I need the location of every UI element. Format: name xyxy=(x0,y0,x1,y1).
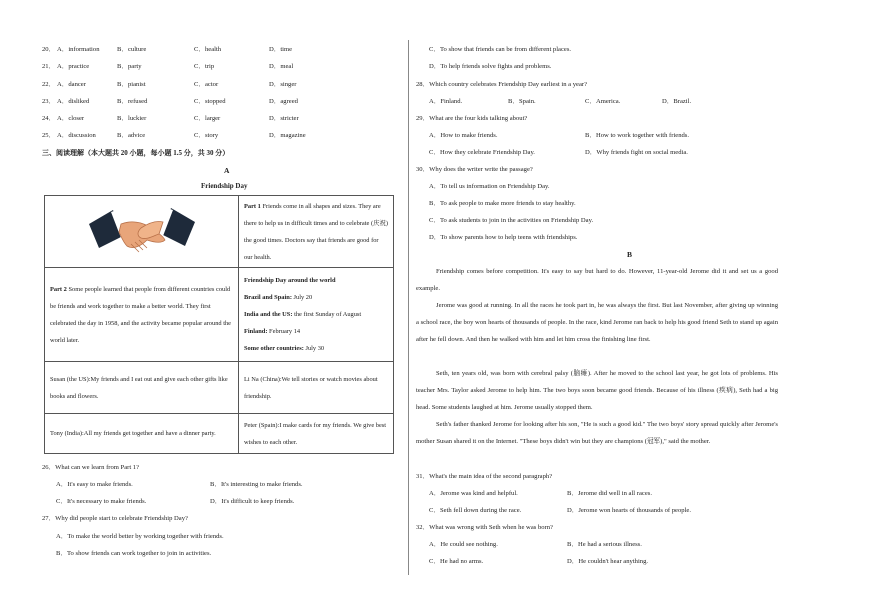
option-a: A．dancer xyxy=(57,81,86,88)
left-column xyxy=(0,0,408,615)
choice-a[interactable]: A．To make the world better by working together with friends. xyxy=(56,533,224,540)
question-stem: 31．What's the main idea of the second paragraph? xyxy=(416,473,553,480)
around-item: Brazil and Spain: July 20 xyxy=(244,294,313,301)
option-a: A．closer xyxy=(57,115,85,122)
around-title: Friendship Day around the world xyxy=(244,277,336,284)
option-c: C．larger xyxy=(194,115,221,122)
option-d: D．stricter xyxy=(269,115,299,122)
choice-a[interactable]: A．Finland. xyxy=(429,98,463,105)
option-c: C．health xyxy=(194,46,222,53)
handshake-cell xyxy=(45,196,239,268)
choice-c[interactable]: C．How they celebrate Friendship Day. xyxy=(429,149,535,156)
option-b: B．culture xyxy=(117,46,147,53)
option-c: C．stopped xyxy=(194,98,226,105)
choice-d[interactable]: D．Jerome won hearts of thousands of people. xyxy=(567,507,691,514)
around-item: India and the US: the first Sunday of August xyxy=(244,311,362,318)
paragraph: Jerome was good at running. In all the races he took part in, he was always the first. But last November, after giving up winning a school race, the boy won hearts of thousands of people. In the race, kind Jerome ran back to help his good friend Seth to stand up again after he fell down. And then he walked with him and let him cross the finishing line first. xyxy=(416,302,778,343)
friendship-table xyxy=(44,195,394,454)
option-b: B．party xyxy=(117,63,142,70)
option-a: A．discussion xyxy=(57,132,96,139)
quote-cell: Susan (the US):My friends and I eat out and give each other gifts like books and flowers. xyxy=(45,362,239,414)
passage-letter: B xyxy=(627,250,633,259)
passage-title: Friendship Day xyxy=(201,182,248,190)
question-stem: 28．Which country celebrates Friendship Day earliest in a year? xyxy=(416,81,588,88)
right-column xyxy=(412,0,870,615)
choice-b[interactable]: B．To show friends can work together to join in activities. xyxy=(56,550,212,557)
choice-a[interactable]: A．How to make friends. xyxy=(429,132,498,139)
choice-c[interactable]: C．He had no arms. xyxy=(429,558,484,565)
around-world-cell xyxy=(239,268,394,362)
choice-b[interactable]: B．Jerome did well in all races. xyxy=(567,490,652,497)
part2-body: Some people learned that people from different countries could be friends and work together to make a better world. They first celebrated the day in 1958, and the activity became popular around the world later. xyxy=(50,285,231,344)
option-b: B．refused xyxy=(117,98,148,105)
choice-c[interactable]: C．To ask students to join in the activities on Friendship Day. xyxy=(429,217,594,224)
question-stem: 27．Why did people start to celebrate Friendship Day? xyxy=(42,515,188,522)
choice-b[interactable]: B．It's interesting to make friends. xyxy=(210,481,303,488)
option-c: C．actor xyxy=(194,81,219,88)
option-b: B．advice xyxy=(117,132,146,139)
choice-d[interactable]: D．Why friends fight on social media. xyxy=(585,149,688,156)
question-stem: 32．What was wrong with Seth when he was born? xyxy=(416,524,553,531)
part2-lead: Part 2 xyxy=(50,285,67,293)
choice-c[interactable]: C．To show that friends can be from different places. xyxy=(429,46,572,53)
option-num: 20． xyxy=(42,46,56,53)
choice-d[interactable]: D．To help friends solve fights and problems. xyxy=(429,63,552,70)
option-c: C．trip xyxy=(194,63,215,70)
option-num: 24． xyxy=(42,115,56,122)
part1-body: Friends come in all shapes and sizes. They are there to help us in difficult times and to celebrate (庆祝) the good times. Doctors say that friends are good for our health. xyxy=(244,202,388,261)
choice-d[interactable]: D．To show parents how to help teens with friendships. xyxy=(429,234,578,241)
column-divider xyxy=(408,40,409,575)
option-b: B．luckier xyxy=(117,115,147,122)
option-num: 22． xyxy=(42,81,56,88)
question-stem: 26．What can we learn from Part 1? xyxy=(42,464,140,471)
option-d: D．singer xyxy=(269,81,297,88)
choice-d[interactable]: D．He couldn't hear anything. xyxy=(567,558,649,565)
choice-a[interactable]: A．He could see nothing. xyxy=(429,541,498,548)
around-item: Some other countries: July 30 xyxy=(244,345,325,352)
choice-c[interactable]: C．America. xyxy=(585,98,621,105)
around-item: Finland: February 14 xyxy=(244,328,301,335)
option-d: D．time xyxy=(269,46,293,53)
option-d: D．agreed xyxy=(269,98,298,105)
choice-a[interactable]: A．Jerome was kind and helpful. xyxy=(429,490,518,497)
option-d: D．meal xyxy=(269,63,294,70)
part1-cell xyxy=(239,196,394,268)
option-a: A．practice xyxy=(57,63,90,70)
choice-c[interactable]: C．It's necessary to make friends. xyxy=(56,498,147,505)
quote-cell: Peter (Spain):I make cards for my friends. We give best wishes to each other. xyxy=(239,414,394,454)
choice-a[interactable]: A．It's easy to make friends. xyxy=(56,481,133,488)
part2-cell xyxy=(45,268,239,362)
question-stem: 30．Why does the writer write the passage? xyxy=(416,166,533,173)
choice-c[interactable]: C．Seth fell down during the race. xyxy=(429,507,522,514)
choice-d[interactable]: D．It's difficult to keep friends. xyxy=(210,498,295,505)
option-num: 25． xyxy=(42,132,56,139)
paragraph: Seth's father thanked Jerome for looking after his son, "He is such a good kid." The two boys' story spread quickly after Jerome's mother Susan shared it on the Internet. "These boys didn't win but they are champions (冠军)," said the mother. xyxy=(416,421,778,445)
choice-b[interactable]: B．He had a serious illness. xyxy=(567,541,642,548)
handshake-icon xyxy=(87,206,197,258)
quote-cell: Li Na (China):We tell stories or watch movies about friendship. xyxy=(239,362,394,414)
passage-letter: A xyxy=(224,166,230,175)
quote-cell: Tony (India):All my friends get together and have a dinner party. xyxy=(45,414,239,454)
option-b: B．pianist xyxy=(117,81,146,88)
question-stem: 29．What are the four kids talking about? xyxy=(416,115,528,122)
option-a: A．information xyxy=(57,46,100,53)
option-num: 21． xyxy=(42,63,56,70)
option-c: C．story xyxy=(194,132,219,139)
choice-b[interactable]: B．How to work together with friends. xyxy=(585,132,690,139)
section-heading: 三、阅读理解（本大题共 20 小题，每小题 1.5 分，共 30 分） xyxy=(42,149,230,157)
choice-b[interactable]: B．To ask people to make more friends to stay healthy. xyxy=(429,200,576,207)
choice-a[interactable]: A．To tell us information on Friendship Day. xyxy=(429,183,550,190)
choice-d[interactable]: D．Brazil. xyxy=(662,98,692,105)
choice-b[interactable]: B．Spain. xyxy=(508,98,536,105)
option-a: A．disliked xyxy=(57,98,90,105)
option-d: D．magazine xyxy=(269,132,306,139)
option-num: 23． xyxy=(42,98,56,105)
part1-lead: Part 1 xyxy=(244,202,261,210)
paragraph: Seth, ten years old, was born with cerebral palsy (脑瘫). After he moved to the school last year, he got lots of problems. His teacher Mrs. Taylor asked Jerome to help him. The two boys soon became good friends. Because of his illness (疾病), Seth had a big head. Some students laughed at him. Jerome usually stopped them. xyxy=(416,370,778,411)
paragraph: Friendship comes before competition. It's easy to say but hard to do. However, 11-year-old Jerome did it and set us a good example. xyxy=(416,268,778,292)
